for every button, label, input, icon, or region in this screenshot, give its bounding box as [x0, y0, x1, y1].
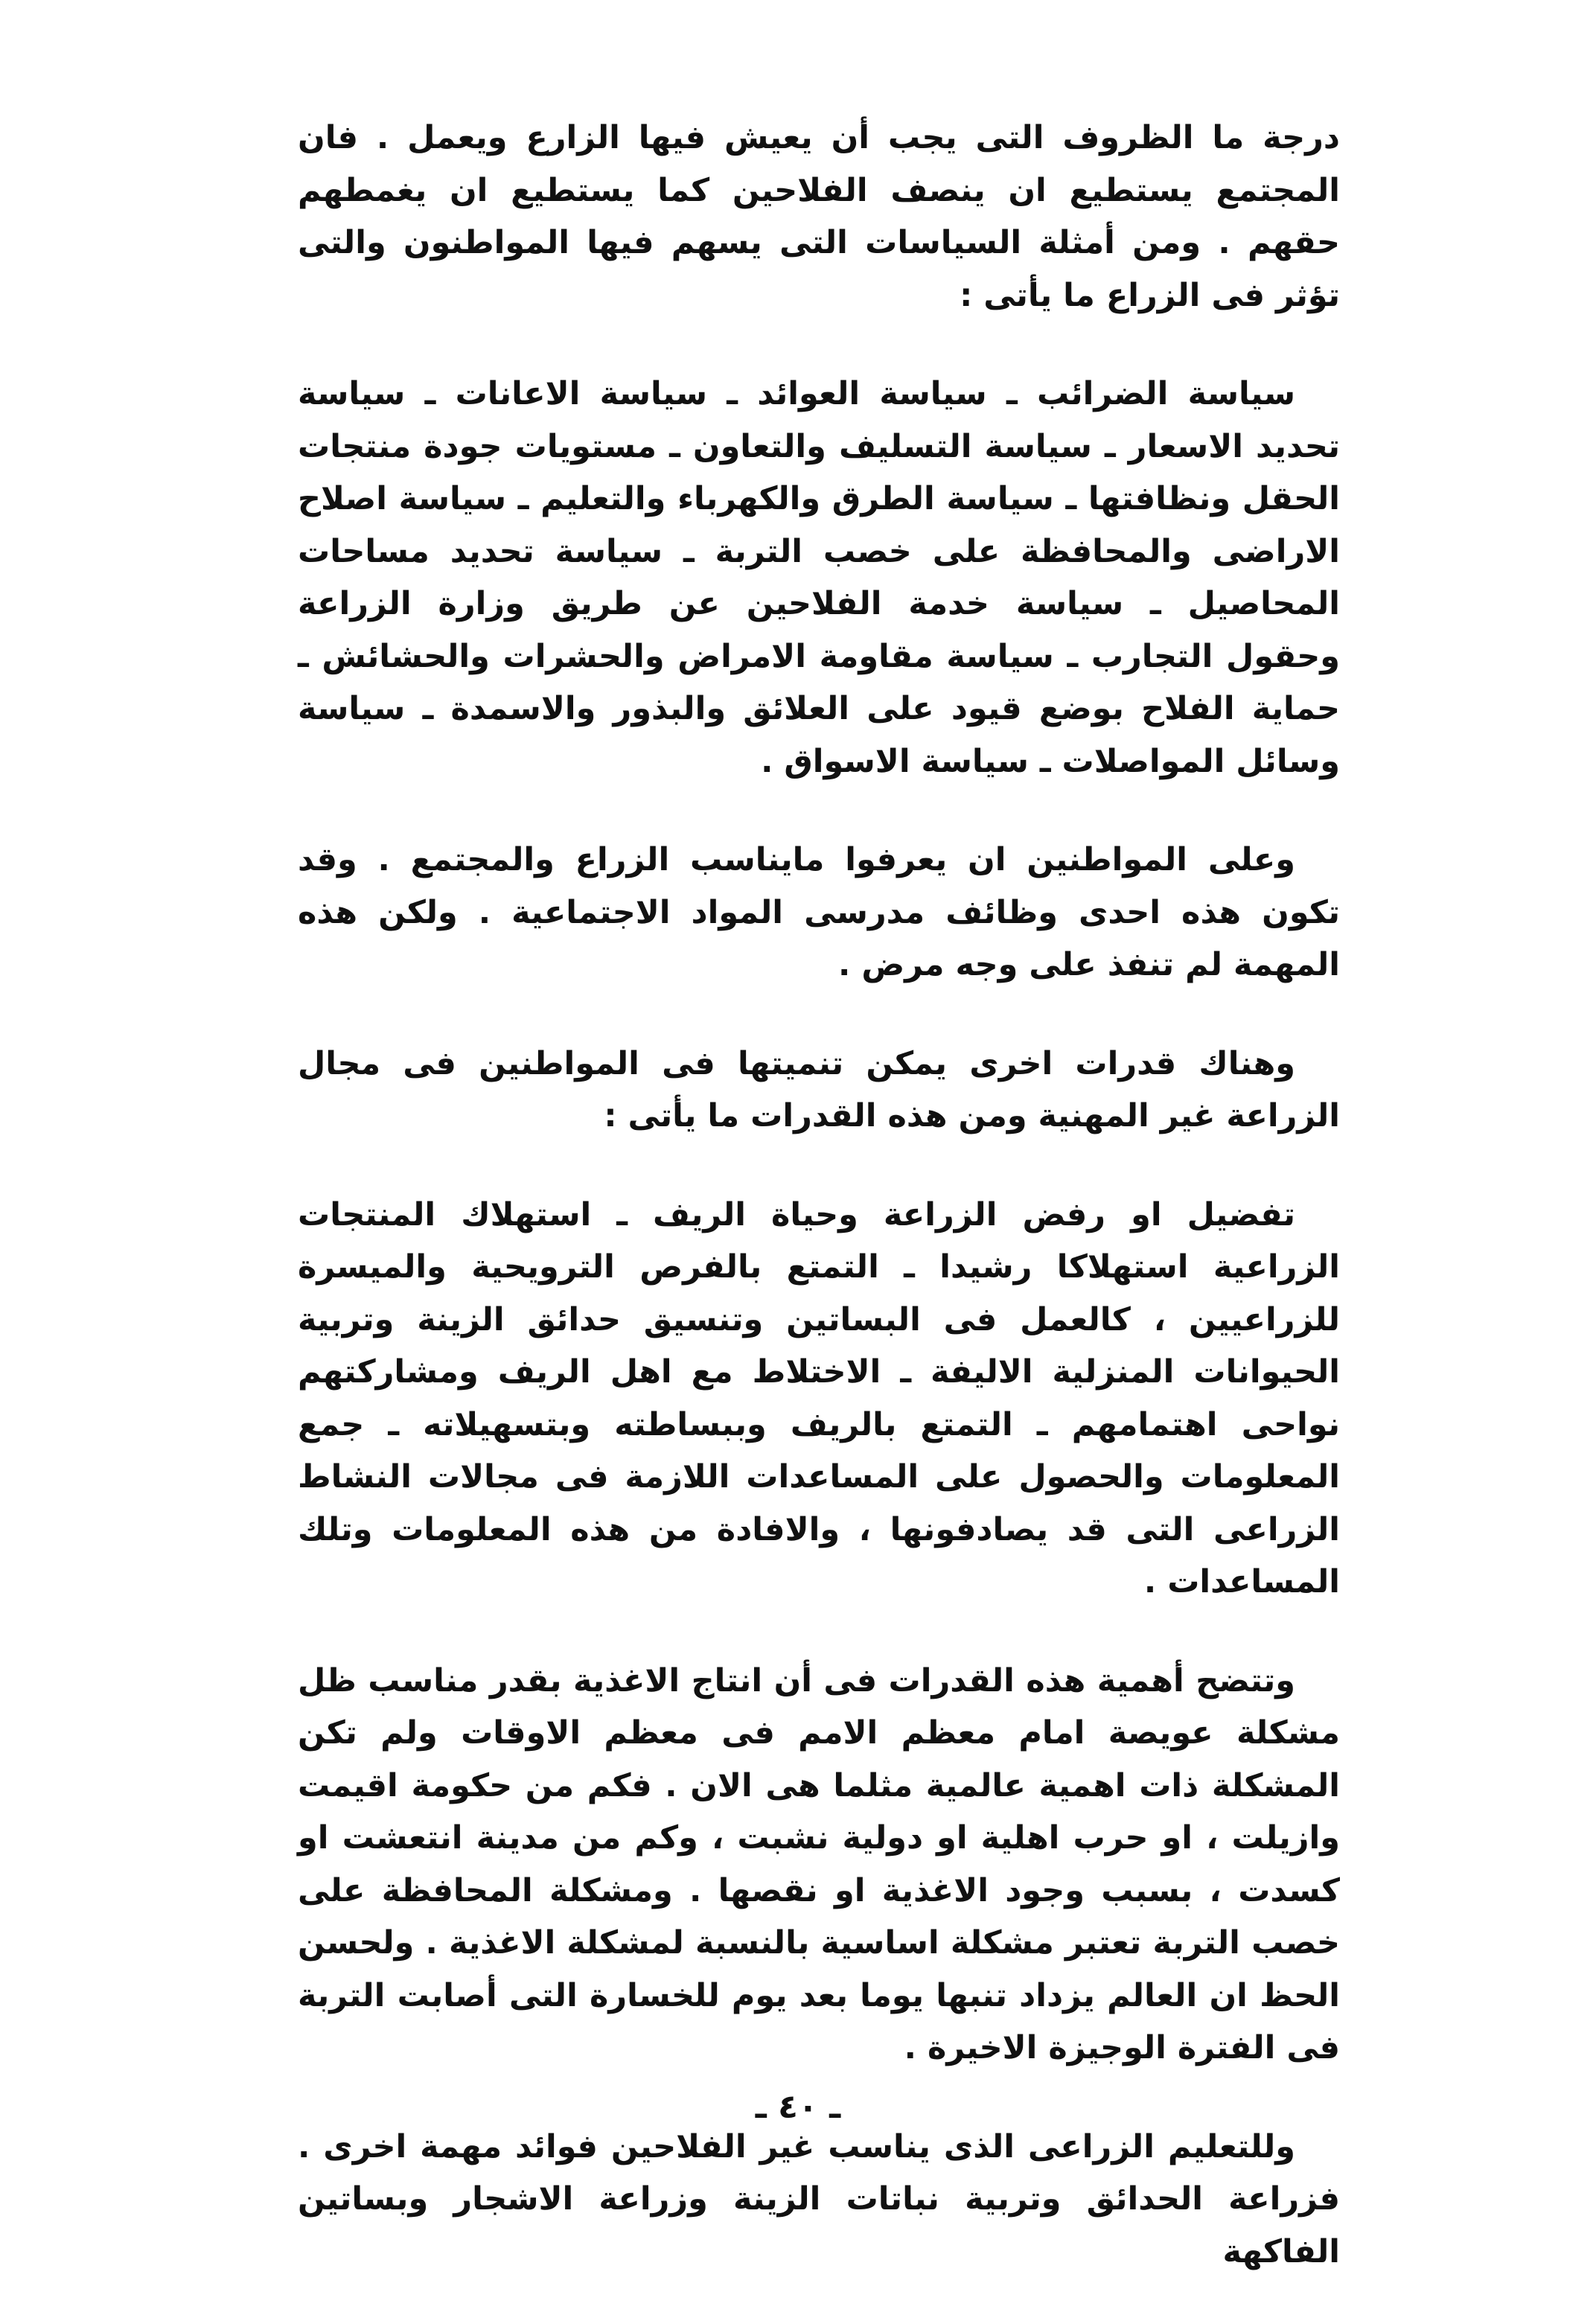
paragraph-7: وللتعليم الزراعى الذى يناسب غير الفلاحين فوائد مهمة اخرى . فزراعة الحدائق وتربية نباتات الزينة وزراعة الاشجار وبساتين الفاكهة — [298, 2127, 1340, 2270]
paragraph-6: وتتضح أهمية هذه القدرات فى أن انتاج الاغذية بقدر مناسب ظل مشكلة عويصة امام معظم الامم فى معظم الاوقات ولم تكن المشكلة ذات اهمية عالمية مثلما هى الان . فكم من حكومة اقيمت وازيلت ، او حرب اهلية او دولية نشبت ، وكم من مدينة انتعشت او كسدت ، بسبب وجود الاغذية او نقصها . ومشكلة المحافظة على خصب التربة تعتبر مشكلة اساسية بالنسبة لمشكلة الاغذية . ولحسن الحظ ان العالم يزداد تنبها يوما بعد يوم للخسارة التى أصابت التربة فى الفترة الوجيزة الاخيرة . — [298, 1661, 1340, 2066]
paragraph-4: وهناك قدرات اخرى يمكن تنميتها فى المواطنين فى مجال الزراعة غير المهنية ومن هذه القدرات ما يأتى : — [298, 1044, 1340, 1134]
paragraph-2: سياسة الضرائب ـ سياسة العوائد ـ سياسة الاعانات ـ سياسة تحديد الاسعار ـ سياسة التسليف والتعاون ـ مستويات جودة منتجات الحقل ونظافتها ـ سياسة الطرق والكهرباء والتعليم ـ سياسة اصلاح الاراضى والمحافظة على خصب التربة ـ سياسة تحديد مساحات المحاصيل ـ سياسة خدمة الفلاحين عن طريق وزارة الزراعة وحقول التجارب ـ سياسة مقاومة الامراض والحشرات والحشائش ـ حماية الفلاح بوضع قيود على العلائق والبذور والاسمدة ـ سياسة وسائل المواصلات ـ سياسة الاسواق . — [298, 375, 1340, 780]
paragraph-1: درجة ما الظروف التى يجب أن يعيش فيها الزارع ويعمل . فان المجتمع يستطيع ان ينصف الفلاحين كما يستطيع ان يغمطهم حقهم . ومن أمثلة السياسات التى يسهم فيها المواطنون والتى تؤثر فى الزراع ما يأتى : — [298, 119, 1340, 314]
page-number: ـ ٤٠ ـ — [755, 2088, 841, 2126]
paragraph-5: تفضيل او رفض الزراعة وحياة الريف ـ استهلاك المنتجات الزراعية استهلاكا رشيدا ـ التمتع بالفرص الترويحية والميسرة للزراعيين ، كالعمل فى البساتين وتنسيق حدائق الزينة وتربية الحيوانات المنزلية الاليفة ـ الاختلاط مع اهل الريف ومشاركتهم نواحى اهتمامهم ـ التمتع بالريف وببساطته وبتسهيلاته ـ جمع المعلومات والحصول على المساعدات اللازمة فى مجالات النشاط الزراعى التى قد يصادفونها ، والافادة من هذه المعلومات وتلك المساعدات . — [298, 1195, 1340, 1600]
body-text — [298, 112, 1340, 2324]
paragraph-3: وعلى المواطنين ان يعرفوا مايناسب الزراع والمجتمع . وقد تكون هذه احدى وظائف مدرسى المواد الاجتماعية . ولكن هذه المهمة لم تنفذ على وجه مرض . — [298, 841, 1340, 983]
